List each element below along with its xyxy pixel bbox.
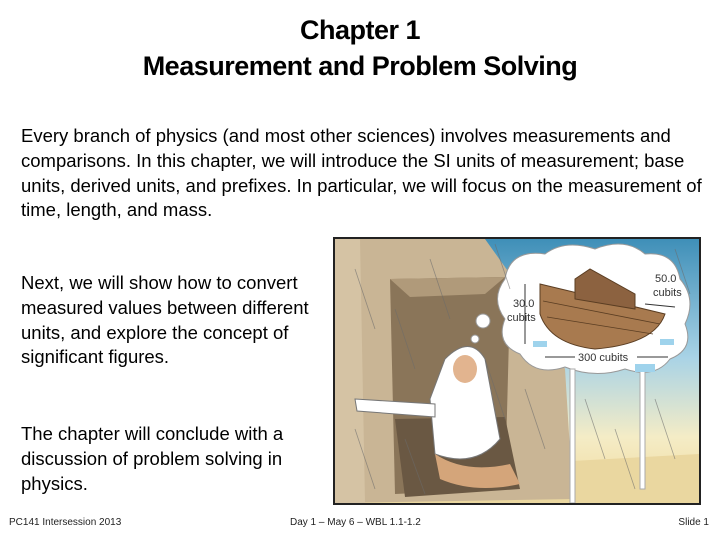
footer-course: PC141 Intersession 2013: [9, 517, 122, 528]
title-line-1: Chapter 1: [299, 15, 421, 45]
footer-slide-number: Slide 1: [678, 517, 709, 528]
height-unit-label: cubits: [507, 312, 536, 324]
slide-title: [0, 12, 720, 84]
height-label: 30.0: [513, 298, 535, 310]
width-label: 50.0: [655, 273, 677, 285]
footer-date: Day 1 – May 6 – WBL 1.1-1.2: [290, 517, 421, 528]
width-unit-label: cubits: [653, 287, 682, 299]
title-line-2: Measurement and Problem Solving: [142, 51, 578, 81]
noah-ark-illustration: [333, 237, 701, 505]
paragraph-intro: Every branch of physics (and most other sciences) involves measurements and comparisons. In this chapter, we will introduce the SI units of measurement; base units, derived units, and prefixes. In particular, we will focus on the measurement of time, length, and mass.: [21, 125, 702, 221]
paragraph-conversion: Next, we will show how to convert measured values between different units, and explore the concept of significant figures.: [21, 272, 309, 368]
paragraph-conclusion: The chapter will conclude with a discussion of problem solving in physics.: [21, 423, 284, 494]
length-label: 300 cubits: [578, 352, 629, 364]
